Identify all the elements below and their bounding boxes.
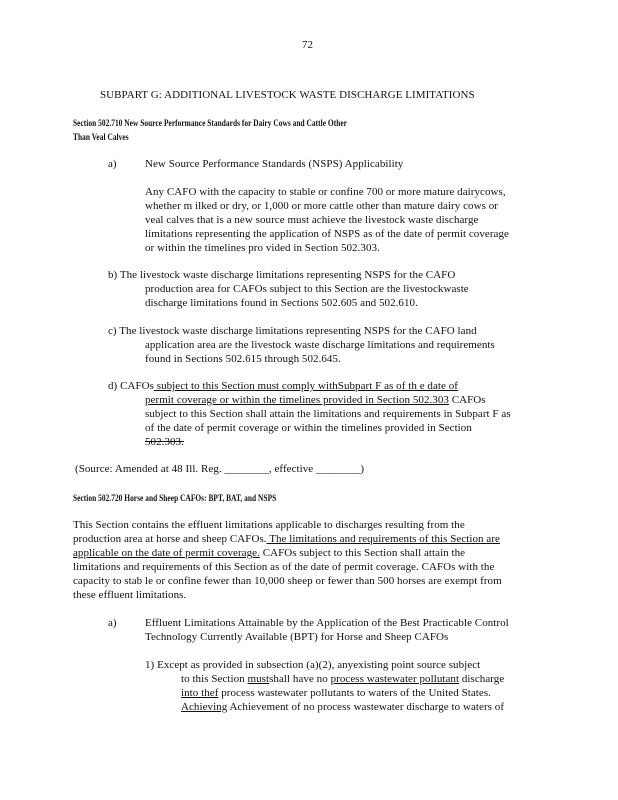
subsection-a-title: Effluent Limitations Attainable by the Application of the Best Practicable Control: [145, 617, 509, 629]
subsection-c-line: c) The livestock waste discharge limitations representing NSPS for the CAFO land: [108, 325, 477, 337]
plain-text: to this Section: [181, 673, 248, 685]
section-720-intro-line: This Section contains the effluent limitations applicable to discharges resulting from the: [73, 519, 465, 531]
plain-text: discharge: [459, 673, 505, 685]
subsection-a-body-line: whether m ilked or dry, or 1,000 or more cattle other than mature dairy cows or: [145, 200, 498, 212]
plain-text: process wastewater pollutants to waters of the United States.: [218, 687, 491, 699]
plain-text: CAFOs: [448, 394, 486, 406]
subsection-a-label: a): [108, 617, 117, 629]
subsection-d-label: d) CAFOs: [108, 380, 154, 392]
plain-text: shall have no: [269, 673, 331, 685]
page-number: 72: [302, 39, 314, 51]
plain-text: CAFOs subject to this Section shall attain the: [259, 547, 466, 559]
deleted-text: 502.303.: [145, 436, 184, 448]
plain-text: production area at horse and sheep CAFOs.: [73, 533, 267, 545]
section-710-heading-cont: Than Veal Calves: [73, 132, 129, 142]
inserted-text: applicable on the date of permit coverage.: [73, 547, 260, 559]
subsection-a-label: a): [108, 158, 117, 170]
subsection-a-body-line: limitations representing the application of NSPS as of the date of permit coverage: [145, 228, 509, 240]
subsection-c-line: application area are the livestock waste discharge limitations and requirements: [145, 339, 495, 351]
subsection-b-line: discharge limitations found in Sections 502.605 and 502.610.: [145, 297, 418, 309]
inserted-text: must: [247, 673, 270, 685]
subsection-a-title: New Source Performance Standards (NSPS) Applicability: [145, 158, 404, 170]
subsection-d-line: of the date of permit coverage or within the timelines provided in Section: [145, 422, 472, 434]
subsection-d-line: subject to this Section shall attain the limitations and requirements in Subpart F as: [145, 408, 511, 420]
source-note: (Source: Amended at 48 Ill. Reg. ________, effective ________): [75, 463, 365, 475]
subsection-d-line: [145, 393, 486, 407]
subsection-a-title-cont: Technology Currently Available (BPT) for Horse and Sheep CAFOs: [145, 631, 449, 643]
section-720-intro-line: limitations and requirements of this Section as of the date of permit coverage. CAFOs with the: [73, 561, 495, 573]
item-1-line: [181, 672, 504, 686]
inserted-text: subject to this Section must comply withSubpart F as of th e date of: [153, 380, 459, 392]
subsection-a-body-line: Any CAFO with the capacity to stable or confine 700 or more mature dairycows,: [145, 186, 506, 198]
section-720-heading: Section 502.720 Horse and Sheep CAFOs: BPT, BAT, and NSPS: [73, 493, 277, 503]
inserted-text: process wastewater pollutant: [330, 673, 460, 685]
subpart-heading: SUBPART G: ADDITIONAL LIVESTOCK WASTE DISCHARGE LIMITATIONS: [100, 89, 475, 101]
inserted-text: permit coverage or within the timelines provided in Section 502.303: [145, 394, 449, 406]
item-1-line: [181, 686, 491, 700]
section-710-heading: Section 502.710 New Source Performance Standards for Dairy Cows and Cattle Other: [73, 118, 347, 128]
section-720-intro-line: [73, 546, 465, 560]
section-720-intro-line: capacity to stab le or confine fewer than 10,000 sheep or fewer than 500 horses are exempt from: [73, 575, 502, 587]
section-720-intro-line: [73, 532, 500, 546]
subsection-b-line: production area for CAFOs subject to this Section are the livestockwaste: [145, 283, 469, 295]
inserted-text: Achieving: [181, 701, 228, 713]
subsection-d-line: [108, 379, 458, 393]
item-1-line: [181, 700, 504, 714]
subsection-c-line: found in Sections 502.615 through 502.645.: [145, 353, 341, 365]
subsection-a-body-line: veal calves that is a new source must achieve the livestock waste discharge: [145, 214, 479, 226]
item-1-line: 1) Except as provided in subsection (a)(2), anyexisting point source subject: [145, 659, 481, 671]
inserted-text: into thef: [181, 687, 219, 699]
subsection-b-line: b) The livestock waste discharge limitations representing NSPS for the CAFO: [108, 269, 456, 281]
subsection-a-body-line: or within the timelines pro vided in Section 502.303.: [145, 242, 380, 254]
section-720-intro-line: these effluent limitations.: [73, 589, 187, 601]
plain-text: Achievement of no process wastewater discharge to waters of: [227, 701, 505, 713]
inserted-text: The limitations and requirements of this Section are: [266, 533, 500, 545]
